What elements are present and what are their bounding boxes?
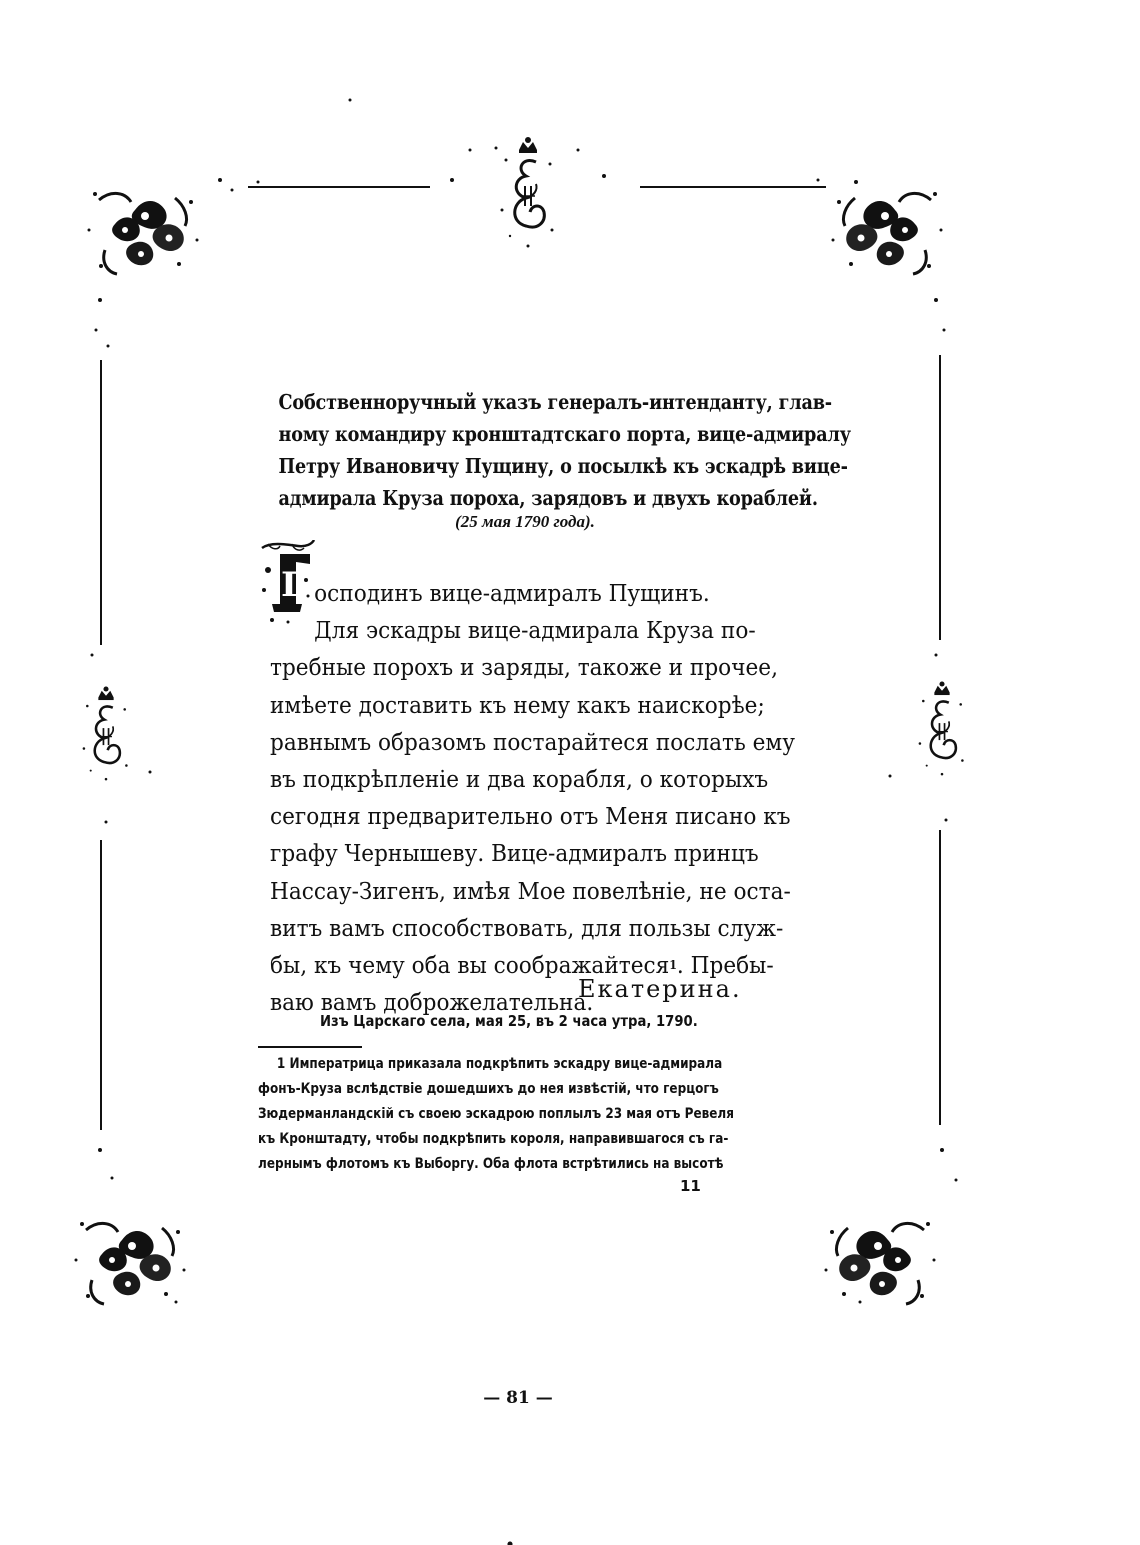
top-left-corner [88,192,199,274]
letter-line-2: Для эскадры вице-адмирала Круза по- [314,616,756,645]
letter-line-5: равнымъ образомъ постарайтеся послать ему [270,727,795,756]
footnote-line-4: къ Кронштадту, чтобы подкрѣпить короля, направившагося съ га- [258,1131,729,1147]
signature: Екатерина. [578,975,742,1003]
heading-line-2: ному командиру кронштадтскаго порта, вице-адмиралу [278,422,851,446]
heading-line-3: Петру Ивановичу Пущину, о посылкѣ къ эскадрѣ вице- [278,454,848,478]
letter-line-7: сегодня предварительно отъ Меня писано къ [270,802,791,831]
letter-line-11: бы, къ чему оба вы соображайтеся 1 . Пребы- [270,947,748,984]
bottom-cipher [487,1541,532,1545]
letter-line-6: въ подкрѣпленіе и два корабля, о которыхъ [270,765,769,794]
page-number: — 81 — [483,1388,553,1408]
letter-body [270,575,795,1021]
decree-heading [278,386,851,514]
letter-line-12: ваю вамъ доброжелательна. [270,988,594,1017]
footnote-line-3: Зюдерманландскій съ своею эскадрою поплылъ 23 мая отъ Ревеля [258,1106,734,1122]
right-cipher [919,681,964,775]
letter-line-8: графу Чернышеву. Вице-адмиралъ принцъ [270,839,759,868]
heading-line-1: Собственноручный указъ генералъ-интенданту, глав- [278,390,832,414]
place-and-date: Изъ Царскаго села, мая 25, въ 2 часа утра, 1790. [320,1012,698,1030]
top-right-corner [832,192,943,274]
footnote-line-1: 1 Императрица приказала подкрѣпить эскадру вице-адмирала [276,1056,723,1072]
bottom-right-corner [825,1222,936,1304]
letter-line-10: витъ вамъ способствовать, для пользы служ- [270,913,784,942]
bottom-left-corner [75,1222,186,1304]
left-cipher [83,686,128,780]
letter-line-4: имѣете доставить къ нему какъ наискорѣе; [270,690,765,719]
signature-mark: 11 [680,1177,701,1195]
top-cipher [501,137,554,248]
footnote-line-5: лернымъ флотомъ къ Выборгу. Оба флота встрѣтились на высотѣ [258,1156,724,1172]
letter-line-1: осподинъ вице-адмиралъ Пущинъ. [314,579,710,607]
footnote-line-2: фонъ-Круза вслѣдствіе дошедшихъ до нея извѣстій, что герцогъ [258,1081,719,1097]
dropcap-letter: Г [281,565,305,605]
letter-line-9: Нассау-Зигенъ, имѣя Мое повелѣніе, не оста- [270,876,791,905]
footnote-separator [258,1046,362,1048]
heading-line-4: адмирала Круза пороха, зарядовъ и двухъ кораблей. [278,486,818,510]
footnote [258,1052,735,1177]
letter-line-3: требные порохъ и заряды, такоже и прочее, [270,653,778,682]
decree-date: (25 мая 1790 года). [455,512,595,531]
footnote-marker[interactable]: 1 [669,958,677,973]
